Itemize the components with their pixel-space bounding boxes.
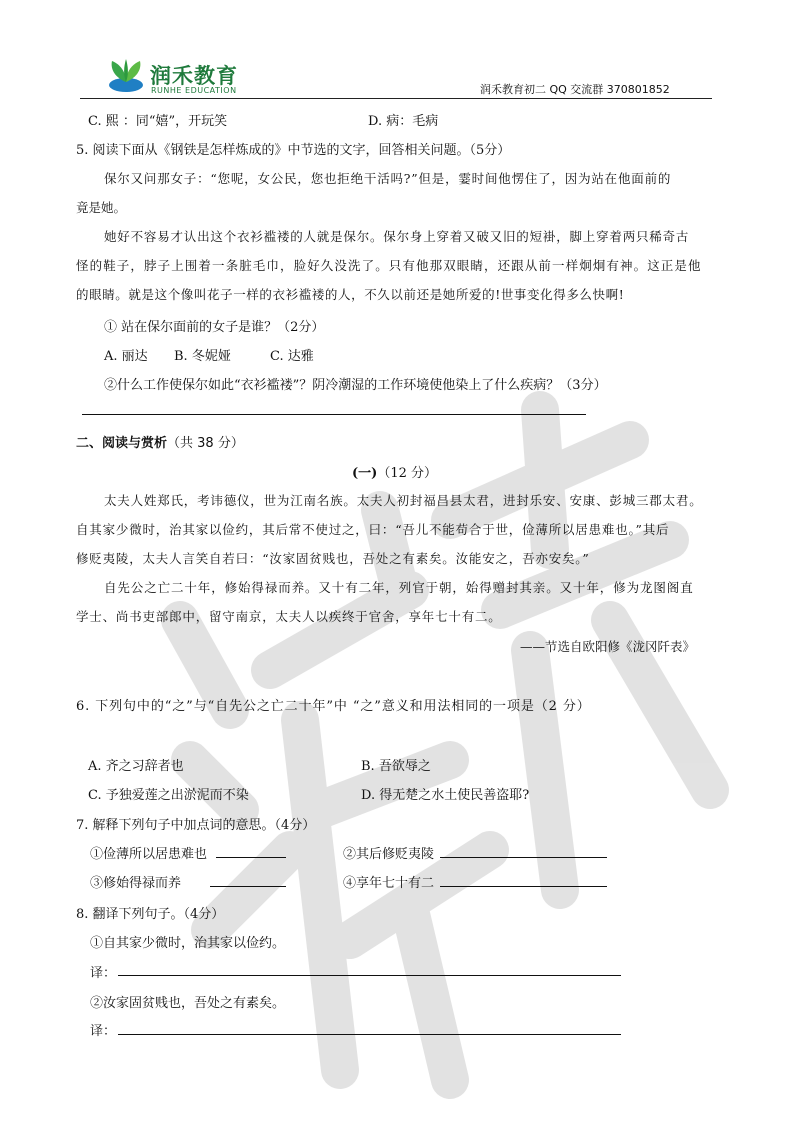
answer-line[interactable] (440, 857, 607, 858)
brand-logo (106, 58, 256, 98)
translation-label: 译： (90, 966, 117, 981)
q8-sentence-2: ②汝家固贫贱也，吾处之有素矣。 (90, 996, 286, 1011)
q7-stem: 7. 解释下列句子中加点词的意思。（4分） (76, 818, 316, 833)
part-title (352, 462, 437, 481)
answer-line[interactable] (82, 414, 586, 415)
q6-option-b: B. 吾欲辱之 (361, 759, 431, 774)
passage-source: ——节选自欧阳修《泷冈阡表》 (520, 639, 696, 654)
q5-sub-question-2: ②什么工作使保尔如此“衣衫褴褛”？阴冷潮湿的工作环境使他染上了什么疾病？（3分） (104, 378, 607, 393)
part-heading: (一) (352, 466, 378, 481)
q5-passage-line: 的眼睛。就是这个像叫花子一样的衣衫褴褛的人，不久以前还是她所爱的!世事变化得多么快啊! (76, 287, 625, 302)
header-divider (80, 98, 712, 99)
q6-option-c: C. 予独爱莲之出淤泥而不染 (88, 788, 249, 803)
brand-english: RUNHE EDUCATION (151, 86, 237, 95)
q5-passage-line: 她好不容易才认出这个衣衫褴褛的人就是保尔。保尔身上穿着又破又旧的短褂，脚上穿着两只稀奇古 (104, 229, 690, 244)
q4-option-c: C. 熙 ：同“嬉”，开玩笑 (88, 114, 228, 129)
section-points: （共 38 分） (167, 436, 244, 451)
q6-option-a: A. 齐之习辞者也 (88, 759, 184, 774)
q5-passage-line: 竟是她。 (76, 200, 127, 215)
brand-name: 润禾教育 (150, 64, 238, 88)
logo-leaf-icon (106, 58, 146, 96)
passage-line: 太夫人姓郑氏，考讳德仪，世为江南名族。太夫人初封福昌县太君，进封乐安、安康、彭城三郡太君。 (104, 493, 703, 508)
q5-stem: 5. 阅读下面从《钢铁是怎样炼成的》中节选的文字，回答相关问题。（5分） (76, 143, 511, 158)
answer-line[interactable] (118, 1034, 621, 1035)
answer-line[interactable] (118, 975, 621, 976)
q8-stem: 8. 翻译下列句子。（4分） (76, 907, 225, 922)
header-group-info: 润禾教育初二 QQ 交流群 370801852 (480, 83, 670, 96)
passage-line: 修贬夷陵，太夫人言笑自若曰：“汝家固贫贱也，吾处之有素矣。汝能安之，吾亦安矣。” (76, 551, 590, 566)
q5-option-b: B. 冬妮娅 (174, 349, 231, 364)
q7-item-2: ②其后修贬夷陵 (343, 847, 435, 862)
answer-line[interactable] (440, 886, 607, 887)
answer-line[interactable] (210, 886, 286, 887)
translation-label: 译： (90, 1024, 117, 1039)
answer-line[interactable] (216, 857, 286, 858)
q4-option-d: D. 病：毛病 (368, 114, 439, 129)
q6-stem: 6. 下列句中的“之”与“自先公之亡二十年”中 “之”意义和用法相同的一项是（2 分） (76, 699, 591, 714)
q7-item-1: ①俭薄所以居患难也 (90, 847, 208, 862)
q5-option-a: A. 丽达 (104, 349, 148, 364)
section-heading: 二、阅读与赏析 (76, 436, 168, 451)
q5-passage-line: 保尔又问那女子：“您呢，女公民，您也拒绝干活吗?”但是，霎时间他愣住了，因为站在他面前的 (104, 171, 672, 186)
passage-line: 学士、尚书吏部郎中，留守南京，太夫人以疾终于官舍，享年七十有二。 (76, 609, 502, 624)
passage-line: 自先公之亡二十年，修始得禄而养。又十有二年，列官于朝，始得赠封其亲。又十年，修为龙图阁直 (104, 580, 694, 595)
q5-sub-question-1: ① 站在保尔面前的女子是谁？（2分） (104, 320, 325, 335)
section-title (76, 432, 244, 451)
passage-line: 自其家少微时，治其家以俭约，其后常不使过之，曰：“吾儿不能苟合于世，俭薄所以居患难也。”其后 (76, 522, 670, 537)
part-points: （12 分） (377, 466, 437, 481)
q8-sentence-1: ①自其家少微时，治其家以俭约。 (90, 936, 286, 951)
q7-item-4: ④享年七十有二 (343, 876, 435, 891)
q5-passage-line: 怪的鞋子，脖子上围着一条脏毛巾，脸好久没洗了。只有他那双眼睛，还跟从前一样炯炯有神。这正是他 (76, 258, 702, 273)
q7-item-3: ③修始得禄而养 (90, 876, 182, 891)
q6-option-d: D. 得无楚之水土使民善盗耶? (361, 788, 530, 803)
q5-option-c: C. 达雅 (270, 349, 314, 364)
